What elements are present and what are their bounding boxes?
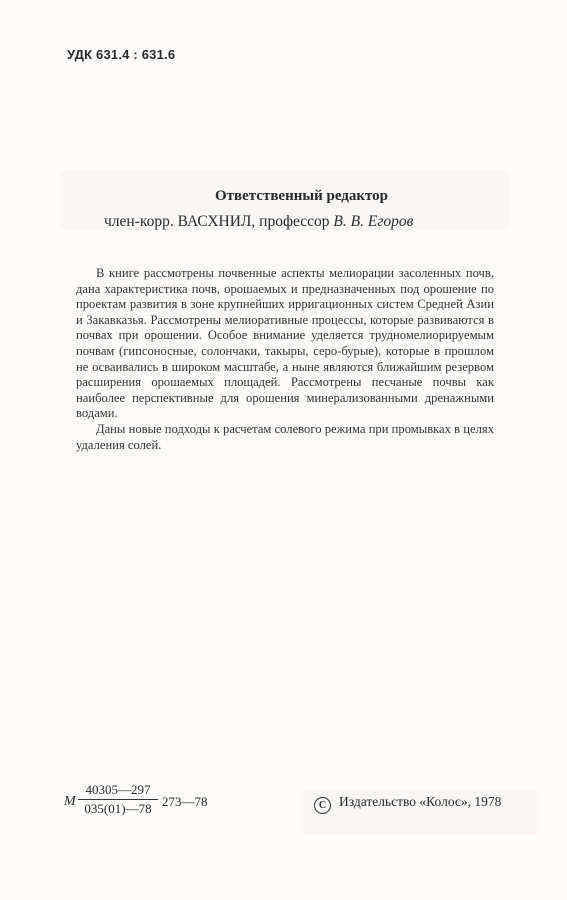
copyright-line [314, 794, 501, 814]
copyright-text: Издательство «Колос», 1978 [339, 794, 502, 809]
index-code: 273—78 [162, 794, 208, 809]
annotation-paragraph: В книге рассмотрены почвенные аспекты мелиорации засоленных почв, дана характеристика почв, орошаемых и предназначенных под орошение по проектам развития в зоне крупнейших ирригационных систем Средней Азии и Закавказья. Рассмотрены мелиоративные процессы, которые развиваются в почвах при орошении. Особое внимание уделяется трудномелиорируемым почвам (гипсоносные, солончаки, такыры, серо-бурые), которые в прошлом не осваивались в широком масштабе, а ныне являются ближайшим резервом расширения орошаемых площадей. Рассмотрены песчаные почвы как наиболее перспективные для орошения минерализованными дренажными водами. [76, 266, 494, 421]
copyright-icon: C [314, 797, 331, 814]
editor-role: член-корр. ВАСХНИЛ, профессор [104, 213, 330, 230]
editor-heading: Ответственный редактор [214, 188, 389, 204]
udk-code: УДК 631.4 : 631.6 [67, 47, 176, 62]
index-numerator: 40305—297 [78, 782, 158, 800]
annotation-paragraph: Даны новые подходы к расчетам солевого режима при промывках в целях удаления солей. [76, 421, 494, 452]
publication-index [64, 782, 224, 822]
editor-name: В. В. Егоров [333, 213, 414, 230]
index-letter: М [64, 794, 76, 809]
index-denominator: 035(01)—78 [84, 801, 152, 816]
book-annotation [76, 266, 494, 453]
index-fraction [78, 782, 158, 817]
editor-credit [104, 213, 413, 231]
